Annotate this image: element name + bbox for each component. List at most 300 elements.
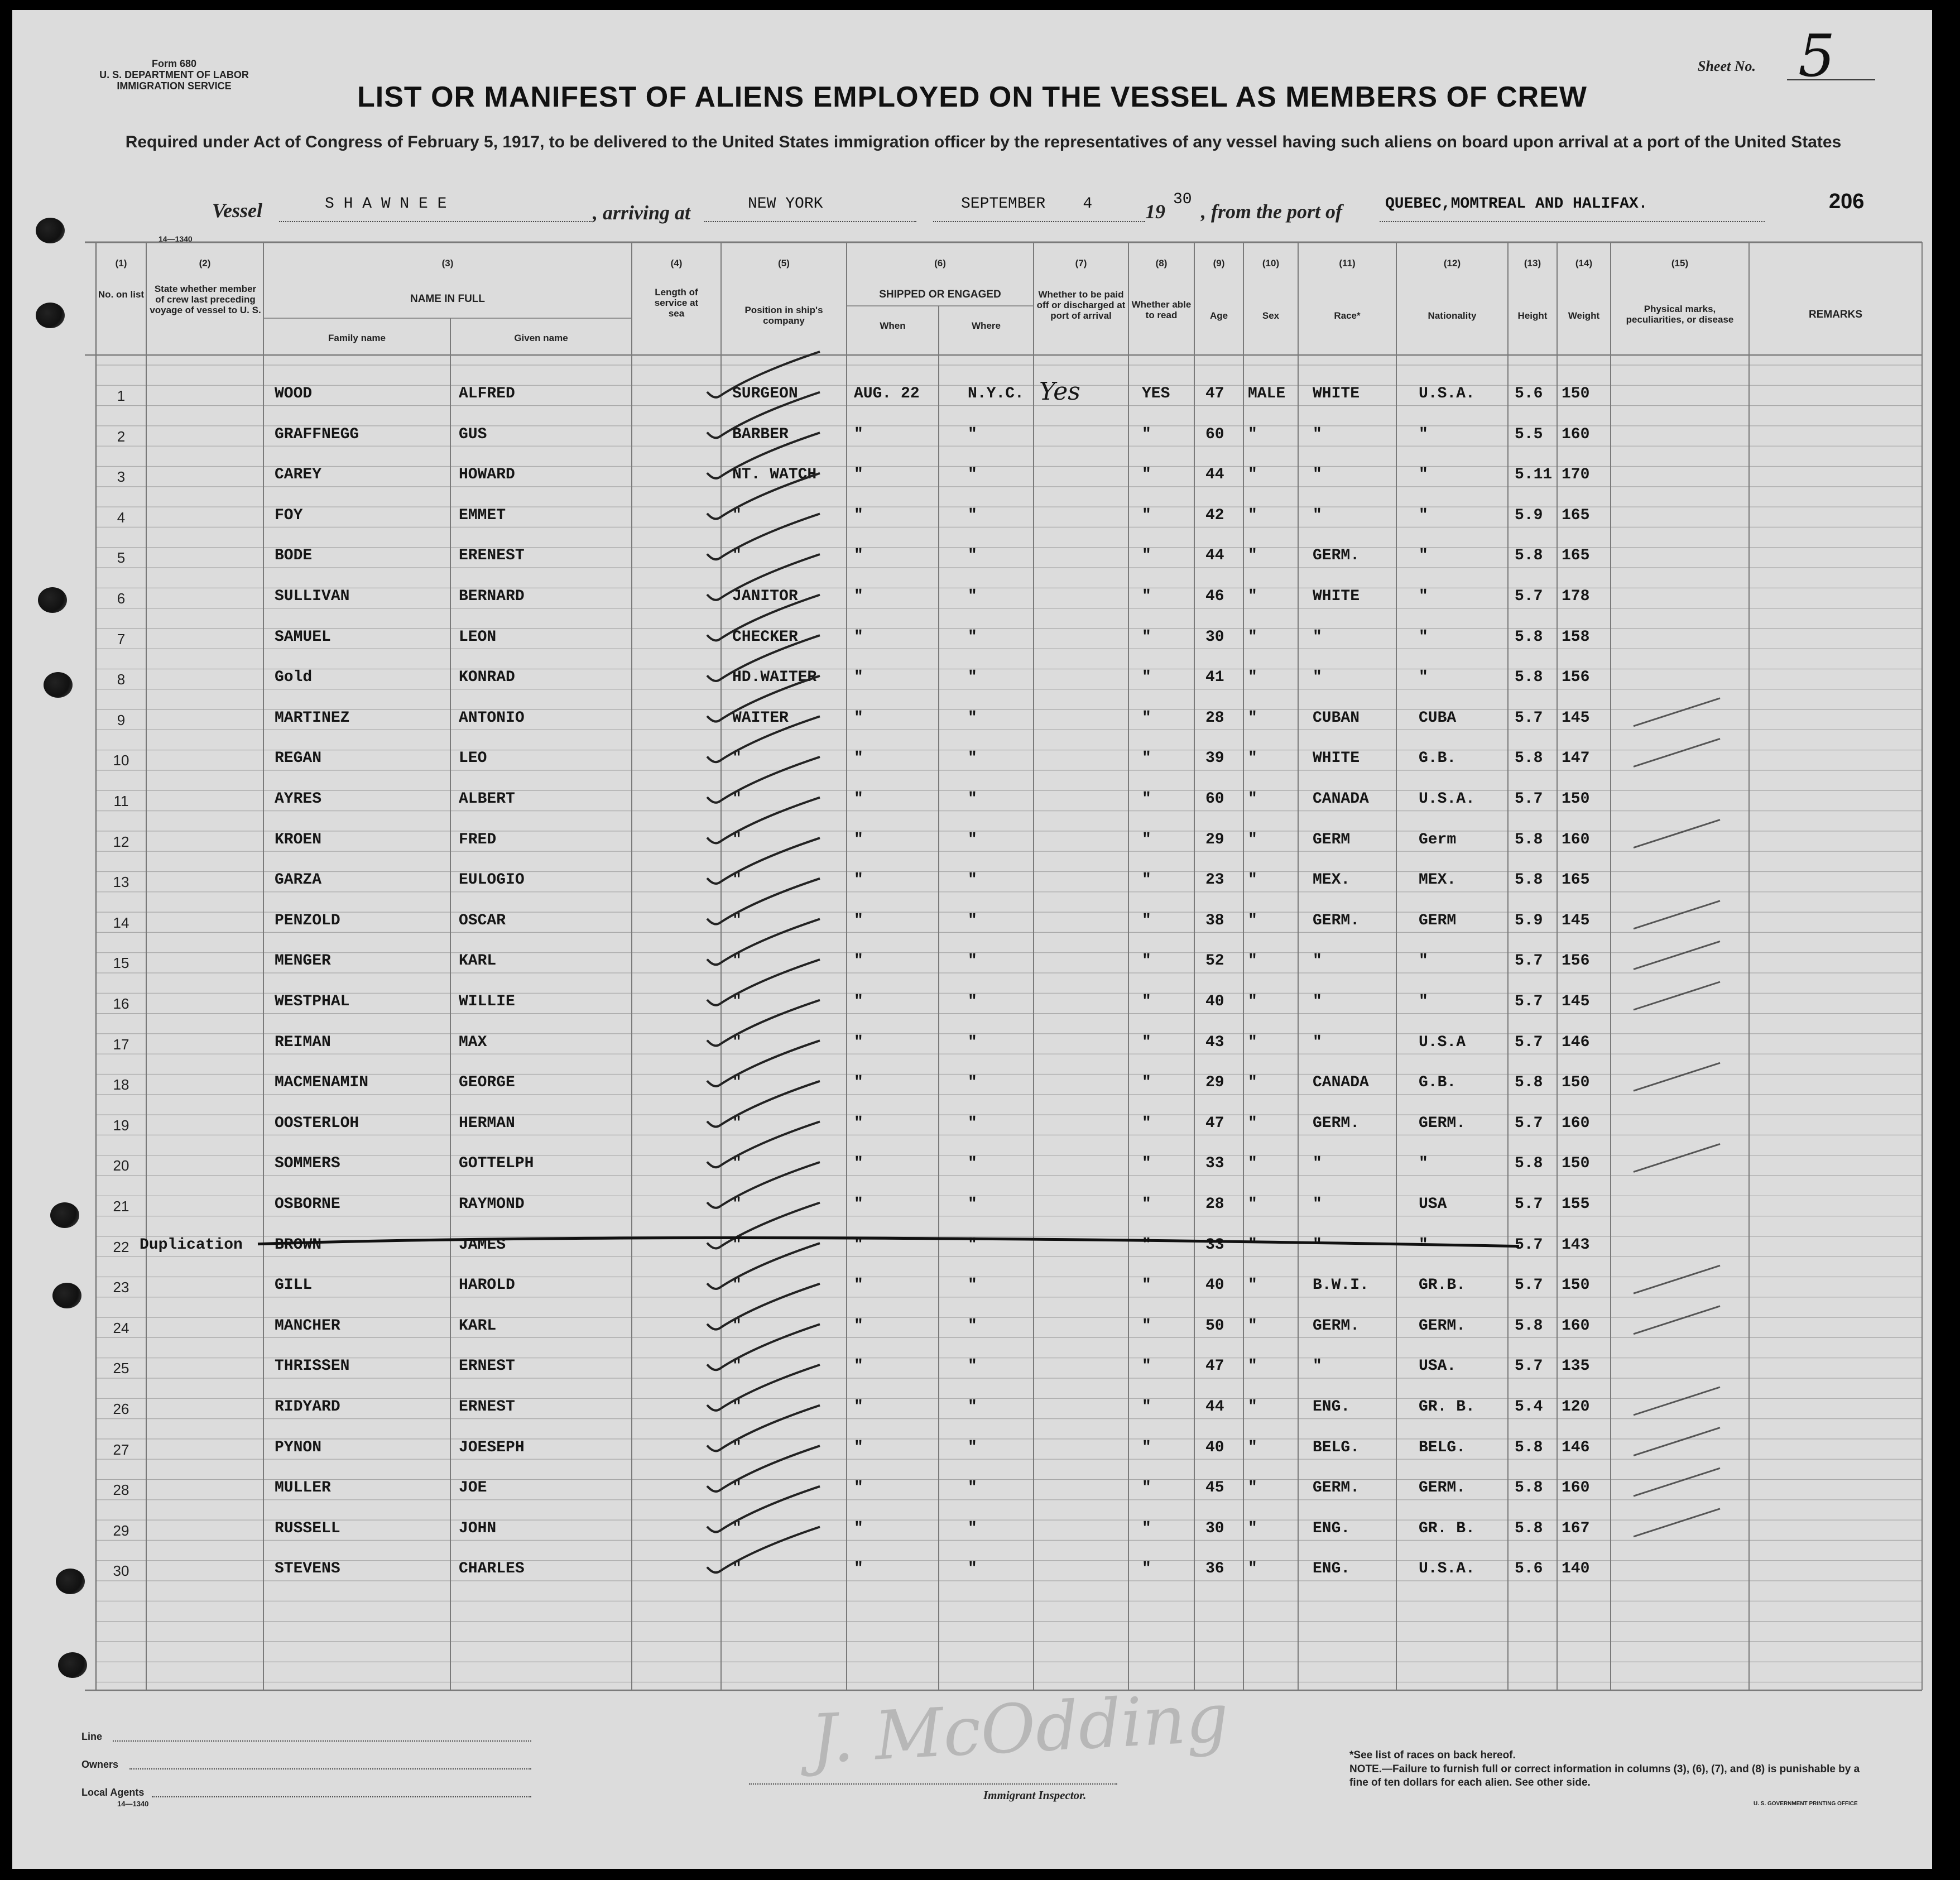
cell-family: GARZA [275, 871, 322, 889]
row-number: 23 [113, 1279, 129, 1296]
col-paid-off: Whether to be paid off or discharged at port of arrival [1036, 289, 1126, 321]
cell-race: CANADA [1313, 790, 1369, 808]
cell-where: " [968, 1277, 977, 1294]
cell-height: 5.8 [1515, 628, 1543, 646]
cell-position: " [732, 1033, 742, 1051]
cell-nationality: Germ [1419, 831, 1457, 848]
punch-hole [56, 1569, 85, 1594]
cell-read: " [1142, 952, 1151, 970]
cell-age: 47 [1205, 385, 1224, 402]
owners-label: Owners [81, 1759, 119, 1770]
cell-age: 33 [1205, 1155, 1224, 1173]
cell-height: 5.8 [1515, 547, 1543, 565]
cell-where: " [968, 628, 977, 646]
cell-height: 5.8 [1515, 871, 1543, 889]
cell-race: WHITE [1313, 588, 1360, 605]
cell-sex: " [1248, 1033, 1257, 1051]
cell-given: JOE [459, 1479, 487, 1497]
cell-sex: " [1248, 1277, 1257, 1294]
cell-weight: 135 [1562, 1358, 1590, 1375]
cell-where: " [968, 1236, 977, 1254]
col-num-14: (14) [1575, 258, 1593, 268]
cell-sex: " [1248, 1438, 1257, 1456]
cell-where: " [968, 669, 977, 687]
cell-sex: " [1248, 871, 1257, 889]
cell-race: GERM. [1313, 1479, 1360, 1497]
cell-given: KONRAD [459, 669, 515, 687]
year-suffix: 30 [1173, 191, 1192, 208]
table-row [12, 1098, 1932, 1139]
cell-read: " [1142, 1277, 1151, 1294]
page-subtitle: Required under Act of Congress of February 5, 1917, to be delivered to the United States immigration officer by the representatives of any vessel having such aliens on board upon arrival at a port of the United States [125, 133, 1842, 151]
cell-when: " [854, 993, 863, 1010]
cell-age: 50 [1205, 1317, 1224, 1335]
cell-age: 46 [1205, 588, 1224, 605]
cell-family: SOMMERS [275, 1155, 340, 1173]
cell-read: " [1142, 1519, 1151, 1537]
col-sex: Sex [1262, 310, 1280, 321]
cell-race: GERM. [1313, 1114, 1360, 1132]
cell-height: 5.8 [1515, 1155, 1543, 1173]
department-name: U. S. DEPARTMENT OF LABOR [99, 69, 249, 80]
cell-where: " [968, 790, 977, 808]
cell-sex: " [1248, 1560, 1257, 1578]
row-number: 16 [113, 995, 129, 1012]
cell-nationality: GERM. [1419, 1317, 1466, 1335]
row-number: 4 [117, 509, 126, 526]
cell-race: " [1313, 506, 1322, 524]
cell-position: " [732, 871, 742, 889]
cell-given: LEON [459, 628, 497, 646]
cell-family: PENZOLD [275, 912, 340, 929]
cell-race: " [1313, 1033, 1322, 1051]
cell-sex: " [1248, 1317, 1257, 1335]
cell-family: RUSSELL [275, 1519, 340, 1537]
cell-height: 5.11 [1515, 466, 1553, 484]
cell-sex: MALE [1248, 385, 1286, 402]
owners-field [129, 1768, 531, 1769]
cell-read: " [1142, 1236, 1151, 1254]
cell-note: Duplication [140, 1236, 243, 1254]
cell-where: " [968, 1033, 977, 1051]
cell-race: GERM. [1313, 547, 1360, 565]
cell-position: BARBER [732, 425, 789, 443]
cell-when: " [854, 790, 863, 808]
row-number: 27 [113, 1441, 129, 1458]
cell-family: GILL [275, 1277, 313, 1294]
cell-age: 40 [1205, 1277, 1224, 1294]
cell-given: FRED [459, 831, 497, 848]
cell-height: 5.8 [1515, 1317, 1543, 1335]
cell-race: ENG. [1313, 1560, 1351, 1578]
cell-sex: " [1248, 1398, 1257, 1416]
cell-age: 60 [1205, 790, 1224, 808]
row-number: 21 [113, 1198, 129, 1215]
cell-family: MARTINEZ [275, 709, 350, 727]
cell-weight: 147 [1562, 750, 1590, 768]
table-row [12, 1220, 1932, 1260]
cell-weight: 160 [1562, 1317, 1590, 1335]
cell-race: GERM [1313, 831, 1351, 848]
col-when: When [880, 320, 906, 331]
cell-read: " [1142, 1438, 1151, 1456]
cell-when: " [854, 1519, 863, 1537]
table-row [12, 1017, 1932, 1058]
cell-read: " [1142, 506, 1151, 524]
cell-age: 43 [1205, 1033, 1224, 1051]
cell-where: " [968, 1114, 977, 1132]
cell-given: RAYMOND [459, 1196, 525, 1213]
cell-given: EULOGIO [459, 871, 525, 889]
cell-nationality: GR.B. [1419, 1277, 1466, 1294]
cell-position: JANITOR [732, 588, 798, 605]
cell-nationality: " [1419, 547, 1428, 565]
cell-read: " [1142, 425, 1151, 443]
cell-where: " [968, 1358, 977, 1375]
cell-read: " [1142, 547, 1151, 565]
row-number: 2 [117, 428, 126, 445]
cell-sex: " [1248, 547, 1257, 565]
cell-sex: " [1248, 1074, 1257, 1092]
cell-weight: 178 [1562, 588, 1590, 605]
cell-family: WOOD [275, 385, 313, 402]
cell-when: " [854, 1358, 863, 1375]
cell-position: " [732, 506, 742, 524]
cell-position: SURGEON [732, 385, 798, 402]
table-row [12, 1503, 1932, 1544]
row-number: 1 [117, 387, 126, 404]
cell-weight: 155 [1562, 1196, 1590, 1213]
cell-read: " [1142, 1114, 1151, 1132]
cell-sex: " [1248, 1479, 1257, 1497]
col-weight: Weight [1568, 310, 1600, 321]
table-row [12, 855, 1932, 895]
cell-read: " [1142, 912, 1151, 929]
cell-given: ERNEST [459, 1358, 515, 1375]
cell-sex: " [1248, 1155, 1257, 1173]
col-num-2: (2) [199, 258, 211, 268]
cell-position: " [732, 912, 742, 929]
cell-nationality: G.B. [1419, 750, 1457, 768]
arrival-port: NEW YORK [748, 195, 823, 213]
cell-position: " [732, 1114, 742, 1132]
cell-weight: 143 [1562, 1236, 1590, 1254]
cell-when: " [854, 912, 863, 929]
row-number: 3 [117, 468, 126, 486]
cell-nationality: " [1419, 588, 1428, 605]
cell-where: " [968, 547, 977, 565]
cell-nationality: GR. B. [1419, 1519, 1475, 1537]
cell-age: 40 [1205, 993, 1224, 1010]
vessel-name: S H A W N E E [325, 195, 447, 213]
table-row [12, 490, 1932, 531]
cell-read: " [1142, 628, 1151, 646]
cell-where: " [968, 871, 977, 889]
table-row [12, 530, 1932, 571]
cell-family: WESTPHAL [275, 993, 350, 1010]
cell-height: 5.7 [1515, 1358, 1543, 1375]
row-number: 24 [113, 1319, 129, 1336]
cell-race: GERM. [1313, 912, 1360, 929]
cell-height: 5.7 [1515, 1277, 1543, 1294]
agents-field [152, 1796, 531, 1797]
cell-race: CUBAN [1313, 709, 1360, 727]
cell-race: " [1313, 1236, 1322, 1254]
row-number: 5 [117, 549, 126, 567]
col-num-11: (11) [1339, 258, 1356, 268]
cell-where: " [968, 588, 977, 605]
service-name: IMMIGRATION SERVICE [117, 80, 232, 92]
cell-nationality: " [1419, 1236, 1428, 1254]
cell-nationality: GR. B. [1419, 1398, 1475, 1416]
cell-when: " [854, 425, 863, 443]
cell-position: " [732, 831, 742, 848]
row-number: 29 [113, 1522, 129, 1539]
cell-height: 5.8 [1515, 669, 1543, 687]
col-num-3: (3) [441, 258, 454, 268]
col-nationality: Nationality [1428, 310, 1477, 321]
col-age: Age [1209, 310, 1228, 321]
cell-weight: 170 [1562, 466, 1590, 484]
cell-where: " [968, 1074, 977, 1092]
cell-where: N.Y.C. [968, 385, 1024, 402]
cell-race: GERM. [1313, 1317, 1360, 1335]
col-num-8: (8) [1155, 258, 1168, 268]
punch-hole [38, 587, 67, 613]
col-able-read: Whether able to read [1131, 299, 1192, 320]
cell-race: ENG. [1313, 1519, 1351, 1537]
cell-position: " [732, 1155, 742, 1173]
table-row [12, 1422, 1932, 1463]
col-position: Position in ship's company [744, 305, 823, 326]
table-row [12, 1057, 1932, 1098]
cell-age: 29 [1205, 1074, 1224, 1092]
cell-height: 5.7 [1515, 790, 1543, 808]
cell-given: WILLIE [459, 993, 515, 1010]
cell-age: 40 [1205, 1438, 1224, 1456]
cell-when: " [854, 1074, 863, 1092]
cell-race: CANADA [1313, 1074, 1369, 1092]
cell-given: MAX [459, 1033, 487, 1051]
cell-read: " [1142, 993, 1151, 1010]
cell-read: " [1142, 1479, 1151, 1497]
cell-sex: " [1248, 425, 1257, 443]
table-row [12, 571, 1932, 612]
row-number: 11 [113, 793, 129, 809]
table-row [12, 814, 1932, 855]
cell-position: HD.WAITER [732, 669, 817, 687]
col-race: Race* [1334, 310, 1361, 321]
cell-read: " [1142, 1074, 1151, 1092]
cell-height: 5.7 [1515, 1114, 1543, 1132]
cell-height: 5.7 [1515, 1033, 1543, 1051]
cell-race: B.W.I. [1313, 1277, 1369, 1294]
cell-position: " [732, 1519, 742, 1537]
cell-read: " [1142, 1317, 1151, 1335]
cell-family: PYNON [275, 1438, 322, 1456]
cell-height: 5.8 [1515, 750, 1543, 768]
punch-hole [50, 1202, 79, 1228]
cell-weight: 145 [1562, 912, 1590, 929]
table-row [12, 1382, 1932, 1422]
cell-nationality: U.S.A. [1419, 385, 1475, 402]
cell-nationality: GERM [1419, 912, 1457, 929]
cell-age: 41 [1205, 669, 1224, 687]
col-name-in-full: NAME IN FULL [410, 293, 486, 305]
cell-age: 30 [1205, 628, 1224, 646]
printer-mark: U. S. GOVERNMENT PRINTING OFFICE [1754, 1801, 1858, 1807]
cell-family: THRISSEN [275, 1358, 350, 1375]
cell-where: " [968, 750, 977, 768]
cell-when: " [854, 628, 863, 646]
cell-height: 5.8 [1515, 1438, 1543, 1456]
cell-weight: 160 [1562, 425, 1590, 443]
cell-family: KROEN [275, 831, 322, 848]
cell-weight: 165 [1562, 547, 1590, 565]
sheet-number-label: Sheet No. [1698, 58, 1756, 74]
cell-given: ANTONIO [459, 709, 525, 727]
cell-sex: " [1248, 506, 1257, 524]
table-row [12, 1260, 1932, 1301]
cell-height: 5.4 [1515, 1398, 1543, 1416]
row-number: 22 [113, 1238, 129, 1255]
col-where: Where [972, 320, 1001, 331]
cell-family: MACMENAMIN [275, 1074, 369, 1092]
cell-when: " [854, 1398, 863, 1416]
cell-sex: " [1248, 1114, 1257, 1132]
cell-race: " [1313, 628, 1322, 646]
cell-nationality: USA [1419, 1196, 1447, 1213]
cell-given: JOESEPH [459, 1438, 525, 1456]
cell-read: " [1142, 709, 1151, 727]
table-row [12, 976, 1932, 1017]
cell-family: OSBORNE [275, 1196, 340, 1213]
cell-age: 39 [1205, 750, 1224, 768]
cell-position: " [732, 1277, 742, 1294]
table-row [12, 1179, 1932, 1220]
cell-weight: 156 [1562, 669, 1590, 687]
cell-position: " [732, 993, 742, 1010]
row-number: 8 [117, 671, 126, 688]
cell-where: " [968, 1519, 977, 1537]
cell-weight: 145 [1562, 993, 1590, 1010]
row-number: 15 [113, 955, 129, 972]
cell-weight: 160 [1562, 1114, 1590, 1132]
vessel-label: Vessel [212, 199, 262, 222]
cell-read: " [1142, 1560, 1151, 1578]
col-remarks: REMARKS [1808, 309, 1863, 320]
cell-where: " [968, 1438, 977, 1456]
cell-sex: " [1248, 790, 1257, 808]
cell-position: NT. WATCH [732, 466, 817, 484]
cell-nationality: BELG. [1419, 1438, 1466, 1456]
cell-height: 5.6 [1515, 1560, 1543, 1578]
cell-given: GUS [459, 425, 487, 443]
cell-where: " [968, 1398, 977, 1416]
row-number: 14 [113, 914, 129, 931]
col-length-service: Length of service at sea [654, 287, 699, 319]
cell-sex: " [1248, 709, 1257, 727]
table-row [12, 936, 1932, 976]
cell-age: 47 [1205, 1358, 1224, 1375]
cell-height: 5.7 [1515, 588, 1543, 605]
cell-sex: " [1248, 1236, 1257, 1254]
cell-when: " [854, 1033, 863, 1051]
cell-position: " [732, 952, 742, 970]
cell-family: BROWN [275, 1236, 322, 1254]
cell-age: 30 [1205, 1519, 1224, 1537]
cell-when: " [854, 1438, 863, 1456]
col-physical: Physical marks, peculiarities, or disease [1626, 304, 1734, 325]
cell-height: 5.7 [1515, 709, 1543, 727]
year-prefix: 19 [1145, 200, 1165, 223]
row-number: 6 [117, 590, 126, 607]
cell-read: " [1142, 1398, 1151, 1416]
races-note: *See list of races on back hereof. [1349, 1749, 1516, 1761]
arriving-label: , arriving at [593, 202, 691, 224]
cell-when: " [854, 588, 863, 605]
cell-weight: 150 [1562, 790, 1590, 808]
cell-race: MEX. [1313, 871, 1351, 889]
table-row [12, 693, 1932, 733]
cell-where: " [968, 1560, 977, 1578]
cell-where: " [968, 1196, 977, 1213]
cell-height: 5.5 [1515, 425, 1543, 443]
cell-position: " [732, 1398, 742, 1416]
cell-when: AUG. 22 [854, 385, 920, 402]
cell-sex: " [1248, 628, 1257, 646]
cell-family: GRAFFNEGG [275, 425, 359, 443]
cell-race: " [1313, 425, 1322, 443]
cell-given: ALFRED [459, 385, 515, 402]
col-shipped: SHIPPED OR ENGAGED [879, 289, 1001, 300]
row-number: 10 [113, 752, 129, 769]
cell-position: " [732, 1236, 742, 1254]
cell-age: 44 [1205, 1398, 1224, 1416]
table-row [12, 774, 1932, 814]
col-num-13: (13) [1524, 258, 1541, 268]
cell-age: 28 [1205, 1196, 1224, 1213]
cell-where: " [968, 1479, 977, 1497]
cell-family: MULLER [275, 1479, 331, 1497]
col-given-name: Given name [514, 333, 568, 343]
cell-given: ERNEST [459, 1398, 515, 1416]
cell-height: 5.8 [1515, 1519, 1543, 1537]
manifest-sheet [12, 10, 1932, 1869]
agents-label: Local Agents [81, 1787, 145, 1798]
cell-given: HOWARD [459, 466, 515, 484]
table-row [12, 1462, 1932, 1503]
cell-read: " [1142, 1033, 1151, 1051]
cell-nationality: MEX. [1419, 871, 1457, 889]
cell-given: BERNARD [459, 588, 525, 605]
table-row [12, 368, 1932, 409]
cell-family: CAREY [275, 466, 322, 484]
punch-hole [36, 218, 65, 243]
cell-sex: " [1248, 588, 1257, 605]
cell-nationality: U.S.A [1419, 1033, 1466, 1051]
cell-age: 44 [1205, 466, 1224, 484]
cell-age: 36 [1205, 1560, 1224, 1578]
cell-family: SAMUEL [275, 628, 331, 646]
cell-family: OOSTERLOH [275, 1114, 359, 1132]
cell-when: " [854, 1114, 863, 1132]
cell-position: CHECKER [732, 628, 798, 646]
col-height: Height [1517, 310, 1548, 321]
cell-nationality: " [1419, 1155, 1428, 1173]
row-number: 25 [113, 1360, 129, 1377]
cell-when: " [854, 506, 863, 524]
